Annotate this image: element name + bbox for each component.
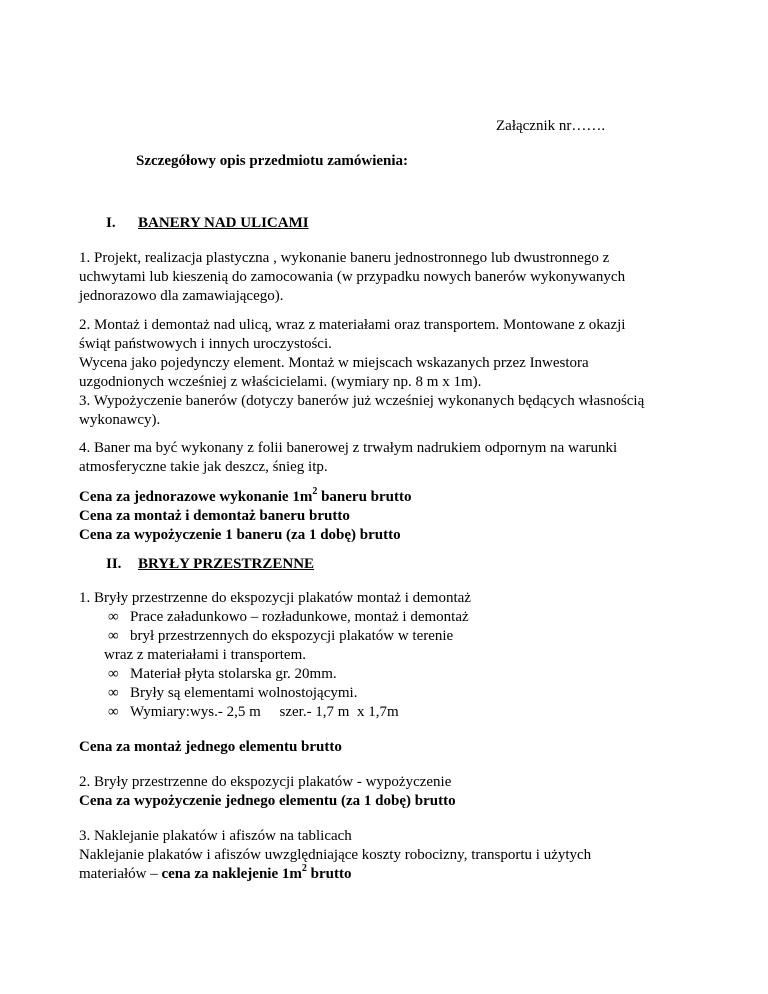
- price-production-text: Cena za jednorazowe wykonanie 1m: [79, 489, 313, 505]
- section-1-paragraph-1: [79, 249, 719, 306]
- text-line: atmosferyczne takie jak deszcz, śnieg itp.: [79, 459, 328, 475]
- document-title: Szczegółowy opis przedmiotu zamówienia:: [136, 153, 409, 169]
- bullet-continuation: wraz z materiałami i transportem.: [104, 647, 306, 663]
- text-line: 4. Baner ma być wykonany z folii banerowej z trwałym nadrukiem odpornym na warunki: [79, 440, 618, 456]
- superscript: 2: [312, 486, 318, 497]
- text-line: wykonawcy).: [79, 412, 161, 428]
- infinity-bullet-icon: ∞: [108, 685, 119, 701]
- bullet-text: Bryły są elementami wolnostojącymi.: [130, 685, 358, 701]
- bullet-item: [108, 703, 399, 722]
- bullet-item: [108, 684, 357, 703]
- price-rental: Cena za wypożyczenie 1 baneru (za 1 dobę) brutto: [79, 527, 401, 543]
- infinity-bullet-icon: ∞: [108, 704, 119, 720]
- infinity-bullet-icon: ∞: [108, 666, 119, 682]
- section-2-title: BRYŁY PRZESTRZENNE: [138, 556, 315, 572]
- price-poster-text: cena za naklejenie 1m: [161, 866, 302, 882]
- section-1-prices: [79, 488, 719, 545]
- section-1-title: BANERY NAD ULICAMI: [138, 215, 309, 231]
- text-line: uchwytami lub kieszenią do zamocowania (w przypadku nowych banerów wykonywanych: [79, 269, 626, 285]
- bullet-text: Prace załadunkowo – rozładunkowe, montaż i demontaż: [130, 609, 469, 625]
- price-element-assembly: Cena za montaż jednego elementu brutto: [79, 739, 342, 755]
- section-1-number: I.: [106, 215, 116, 231]
- section-1-paragraph-4: [79, 439, 719, 477]
- text-line: Wycena jako pojedynczy element. Montaż w miejscach wskazanych przez Inwestora: [79, 355, 589, 371]
- section-2-intro: 1. Bryły przestrzenne do ekspozycji plakatów montaż i demontaż: [79, 590, 471, 606]
- price-assembly: Cena za montaż i demontaż baneru brutto: [79, 508, 350, 524]
- section-1-paragraph-2: [79, 316, 719, 392]
- section-2-number: II.: [106, 556, 122, 572]
- bullet-item: [108, 665, 337, 684]
- bullet-text: Wymiary:wys.- 2,5 m szer.- 1,7 m x 1,7m: [130, 704, 399, 720]
- text-line: świąt państwowych i innych uroczystości.: [79, 336, 332, 352]
- text-line: uzgodnionych wcześniej z właścicielami. (wymiary np. 8 m x 1m).: [79, 374, 482, 390]
- section-2-paragraph-3: [79, 827, 719, 884]
- price-poster-text-end: brutto: [306, 866, 352, 882]
- bullet-text: brył przestrzennych do ekspozycji plakatów w terenie: [130, 628, 454, 644]
- text-line: Naklejanie plakatów i afiszów uwzględniające koszty robocizny, transportu i użytych: [79, 847, 592, 863]
- bullet-item: [108, 608, 469, 627]
- section-2-paragraph-2: 2. Bryły przestrzenne do ekspozycji plakatów - wypożyczenie: [79, 774, 452, 790]
- price-production: [79, 488, 719, 507]
- text-line: 3. Wypożyczenie banerów (dotyczy banerów już wcześniej wykonanych będących własnością: [79, 393, 645, 409]
- text-line: jednorazowo dla zamawiającego).: [79, 288, 284, 304]
- bullet-item: [108, 627, 453, 646]
- bullet-text: Materiał płyta stolarska gr. 20mm.: [130, 666, 337, 682]
- text-line: 2. Montaż i demontaż nad ulicą, wraz z materiałami oraz transportem. Montowane z okazji: [79, 317, 626, 333]
- infinity-bullet-icon: ∞: [108, 628, 119, 644]
- section-2-heading: [106, 555, 746, 574]
- attachment-label: Załącznik nr…….: [496, 118, 606, 134]
- text-line: 3. Naklejanie plakatów i afiszów na tablicach: [79, 828, 352, 844]
- price-production-text-end: baneru brutto: [317, 489, 412, 505]
- text-line: 1. Projekt, realizacja plastyczna , wykonanie baneru jednostronnego lub dwustronnego z: [79, 250, 610, 266]
- text-part: materiałów –: [79, 866, 162, 882]
- section-1-heading: [106, 214, 746, 233]
- infinity-bullet-icon: ∞: [108, 609, 119, 625]
- price-element-rental: Cena za wypożyczenie jednego elementu (za 1 dobę) brutto: [79, 793, 456, 809]
- section-1-paragraph-3: [79, 392, 719, 430]
- superscript: 2: [301, 863, 307, 874]
- text-line: [79, 865, 719, 884]
